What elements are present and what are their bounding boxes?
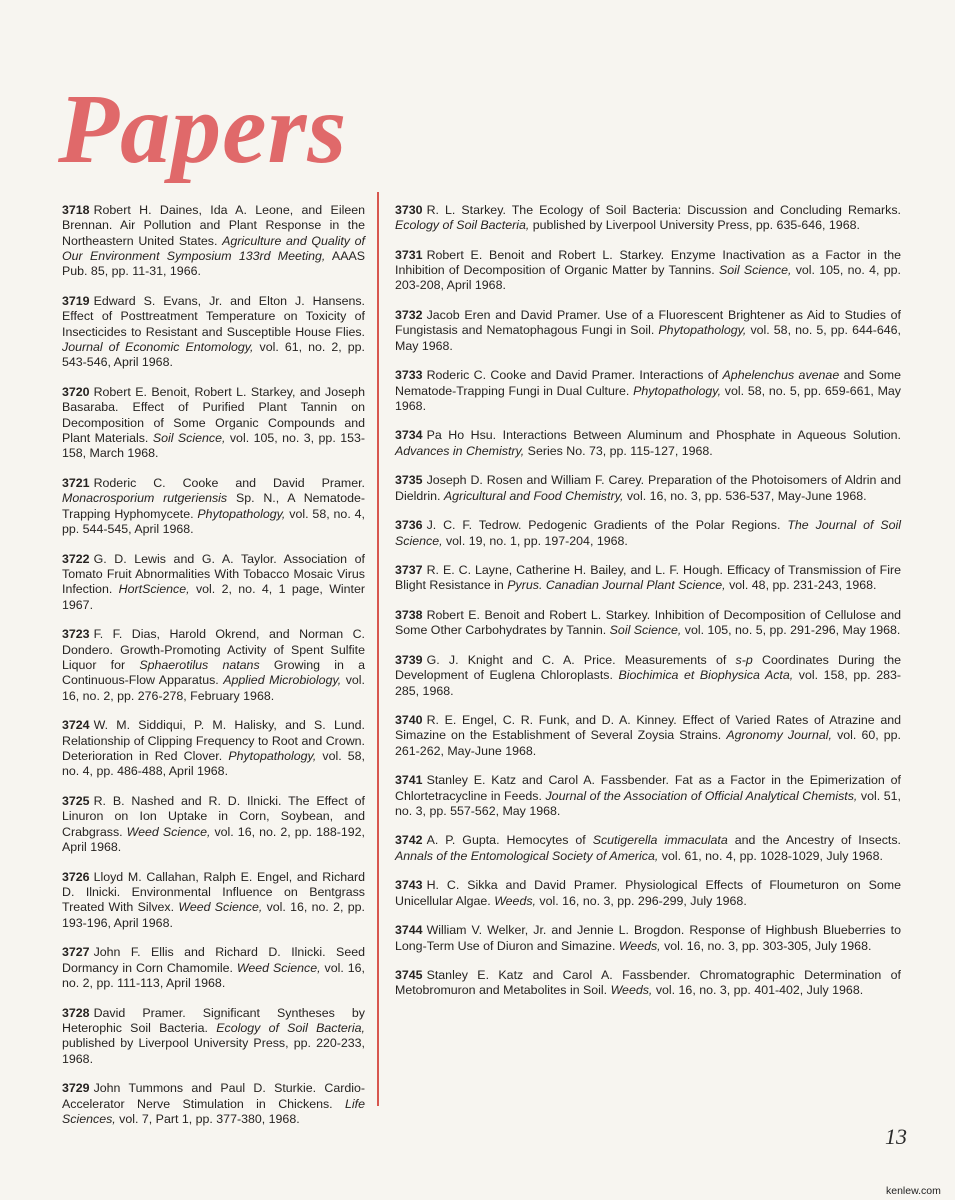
citation-text: Series No. 73, pp. 115-127, 1968. bbox=[524, 443, 713, 458]
citation-publication: Phytopathology, bbox=[633, 383, 722, 398]
citation-number: 3744 bbox=[395, 923, 423, 938]
right-column bbox=[395, 203, 901, 1013]
citation-publication: Weeds, bbox=[494, 893, 536, 908]
left-column bbox=[62, 203, 365, 1142]
citation-text: Robert E. Benoit, Robert L. Starkey, and Joseph Basaraba. Effect of Purified Plant Tannin on Decomposition of Some Organic Compounds and Plant Materials. bbox=[62, 384, 365, 445]
citation-text: Robert E. Benoit and Robert L. Starkey. Inhibition of Decomposition of Cellulose and Some Other Carbohydrates by Tannin. bbox=[395, 608, 901, 638]
citation-number: 3721 bbox=[62, 475, 90, 490]
citation-text: Stanley E. Katz and Carol A. Fassbender. Fat as a Factor in the Epimerization of Chlortetracycline in Feeds. bbox=[395, 773, 901, 803]
citation-number: 3727 bbox=[62, 945, 90, 960]
citation-publication: Phytopathology, bbox=[197, 506, 286, 521]
page-number: 13 bbox=[885, 1124, 907, 1149]
citation-publication: Agronomy Journal, bbox=[726, 728, 832, 743]
citation-number: 3742 bbox=[395, 833, 423, 848]
citation-text: vol. 105, no. 5, pp. 291-296, May 1968. bbox=[681, 623, 901, 638]
citation-publication: Applied Microbiology, bbox=[223, 673, 342, 688]
citation-text: R. E. Engel, C. R. Funk, and D. A. Kinney. Effect of Varied Rates of Atrazine and Simazine on the Establishment of Several Zoysia Strains. bbox=[395, 713, 901, 743]
citation-publication: Sphaerotilus natans bbox=[139, 657, 260, 672]
citation-text: G. J. Knight and C. A. Price. Measurements of bbox=[426, 652, 736, 667]
citation-entry bbox=[395, 308, 901, 354]
citation-text: Robert E. Benoit and Robert L. Starkey. Enzyme Inactivation as a Factor in the Inhibition of Decomposition of Organic Matter by Tannins. bbox=[395, 247, 901, 278]
citation-text: vol. 105, no. 4, pp. 203-208, April 1968. bbox=[395, 263, 901, 293]
citation-entry bbox=[62, 627, 365, 703]
citation-number: 3730 bbox=[395, 203, 423, 217]
citation-text: published by Liverpool University Press, pp. 220-233, 1968. bbox=[62, 1036, 365, 1066]
citation-text: vol. 16, no. 3, pp. 401-402, July 1968. bbox=[652, 983, 864, 998]
citation-entry bbox=[62, 552, 365, 613]
citation-text: Stanley E. Katz and Carol A. Fassbender. Chromatographic Determination of Metobromuron and Metabolites in Soil. bbox=[395, 968, 901, 998]
citation-entry bbox=[395, 713, 901, 759]
citation-number: 3739 bbox=[395, 652, 423, 667]
citation-entry bbox=[395, 368, 901, 414]
citation-text: G. D. Lewis and G. A. Taylor. Association of Tomato Fruit Abnormalities With Tobacco Mosaic Virus Infection. bbox=[62, 551, 365, 597]
citation-entry bbox=[395, 878, 901, 909]
citation-entry bbox=[395, 968, 901, 999]
citation-publication: s-p bbox=[735, 652, 753, 667]
citation-publication: HortScience, bbox=[118, 582, 190, 597]
citation-text: Lloyd M. Callahan, Ralph E. Engel, and Richard D. Ilnicki. Environmental Influence on Bentgrass Treated With Silvex. bbox=[62, 869, 365, 915]
citation-entry bbox=[62, 870, 365, 931]
citation-publication: Agriculture and Quality of Our Environment Symposium 133rd Meeting, bbox=[62, 233, 365, 263]
citation-publication: Annals of the Entomological Society of America, bbox=[395, 848, 659, 863]
citation-text: David Pramer. Significant Syntheses by Heterophic Soil Bacteria. bbox=[62, 1005, 365, 1036]
citation-text: and the Ancestry of Insects. bbox=[727, 833, 901, 848]
citation-entry bbox=[395, 248, 901, 294]
citation-text: published by Liverpool University Press, pp. 635-646, 1968. bbox=[529, 218, 860, 233]
citation-publication: Weed Science, bbox=[178, 900, 263, 915]
column-divider bbox=[377, 192, 379, 1106]
citation-publication: The Journal of Soil Science, bbox=[395, 518, 902, 548]
citation-text: vol. 16, no. 2, pp. 193-196, April 1968. bbox=[62, 900, 365, 930]
citation-text: R. E. C. Layne, Catherine H. Bailey, and L. F. Hough. Efficacy of Transmission of Fire Blight Resistance in bbox=[395, 563, 901, 593]
citation-entry bbox=[395, 773, 901, 819]
citation-number: 3725 bbox=[62, 794, 90, 808]
citation-text: F. F. Dias, Harold Okrend, and Norman C. Dondero. Growth-Promoting Activity of Spent Sulfite Liquor for bbox=[62, 627, 365, 672]
citation-text: Joseph D. Rosen and William F. Carey. Preparation of the Photoisomers of Aldrin and Dieldrin. bbox=[395, 473, 901, 503]
citation-text: vol. 58, no. 5, pp. 644-646, May 1968. bbox=[395, 323, 901, 353]
citation-number: 3741 bbox=[395, 773, 423, 788]
citation-text: vol. 105, no. 3, pp. 153-158, March 1968. bbox=[62, 430, 365, 461]
citation-text: Jacob Eren and David Pramer. Use of a Fluorescent Brightener as Aid to Studies of Fungistasis and Nematophagous Fungi in Soil. bbox=[395, 308, 901, 338]
citation-number: 3719 bbox=[62, 293, 90, 308]
citation-entry bbox=[395, 833, 901, 864]
citation-text: vol. 60, pp. 261-262, May-June 1968. bbox=[395, 728, 901, 758]
citation-text: Roderic C. Cooke and David Pramer. bbox=[93, 475, 365, 490]
citation-number: 3728 bbox=[62, 1005, 90, 1020]
citation-number: 3731 bbox=[395, 247, 423, 262]
citation-entry bbox=[395, 518, 901, 549]
citation-entry bbox=[395, 653, 901, 699]
citation-text: William V. Welker, Jr. and Jennie L. Brogdon. Response of Highbush Blueberries to Long-Term Use of Diuron and Simazine. bbox=[395, 923, 901, 953]
citation-number: 3718 bbox=[62, 203, 90, 217]
citation-text: vol. 16, no. 2, pp. 188-192, April 1968. bbox=[62, 824, 365, 854]
citation-number: 3733 bbox=[395, 368, 423, 383]
citation-text: Sp. N., A Nematode-Trapping Hyphomycete. bbox=[62, 491, 365, 521]
citation-number: 3722 bbox=[62, 551, 90, 566]
citation-text: vol. 58, no. 5, pp. 659-661, May 1968. bbox=[395, 383, 901, 413]
citation-publication: Weeds, bbox=[610, 983, 653, 998]
citation-entry bbox=[62, 945, 365, 991]
citation-text: H. C. Sikka and David Pramer. Physiological Effects of Floumeturon on Some Unicellular Algae. bbox=[395, 878, 901, 908]
citation-text: John Tummons and Paul D. Sturkie. Cardio-Accelerator Nerve Stimulation in Chickens. bbox=[62, 1081, 365, 1111]
citation-text: Pa Ho Hsu. Interactions Between Aluminum and Phosphate in Aqueous Solution. bbox=[426, 428, 901, 443]
citation-entry bbox=[62, 1006, 365, 1067]
citation-entry bbox=[395, 203, 901, 234]
citation-text: vol. 48, pp. 231-243, 1968. bbox=[725, 578, 877, 593]
citation-text: R. L. Starkey. The Ecology of Soil Bacteria: Discussion and Concluding Remarks. bbox=[426, 203, 901, 217]
citation-text: vol. 16, no. 2, pp. 276-278, February 1968. bbox=[62, 673, 365, 703]
citation-number: 3720 bbox=[62, 384, 90, 399]
citation-entry bbox=[62, 203, 365, 279]
citation-number: 3732 bbox=[395, 308, 423, 323]
citation-text: vol. 16, no. 3, pp. 536-537, May-June 1968. bbox=[623, 488, 867, 503]
citation-publication: Soil Science, bbox=[609, 623, 682, 638]
citation-number: 3743 bbox=[395, 878, 423, 893]
citation-publication: Aphelenchus avenae bbox=[722, 368, 840, 383]
citation-text: vol. 58, no. 4, pp. 544-545, April 1968. bbox=[62, 506, 365, 536]
citation-entry bbox=[395, 428, 901, 459]
citation-text: Growing in a Continuous-Flow Apparatus. bbox=[62, 657, 365, 688]
citation-publication: Advances in Chemistry, bbox=[395, 443, 525, 458]
citation-text: vol. 16, no. 3, pp. 303-305, July 1968. bbox=[660, 938, 872, 953]
citation-text: A. P. Gupta. Hemocytes of bbox=[426, 833, 593, 848]
citation-text: Coordinates During the Development of Euglena Chloroplasts. bbox=[395, 652, 901, 683]
citation-publication: Soil Science, bbox=[718, 263, 792, 278]
citation-entry bbox=[62, 385, 365, 461]
citation-publication: Scutigerella immaculata bbox=[592, 833, 728, 848]
citation-number: 3734 bbox=[395, 428, 423, 443]
citation-publication: Pyrus. bbox=[507, 578, 543, 593]
citation-text: vol. 16, no. 3, pp. 296-299, July 1968. bbox=[535, 893, 747, 908]
citation-number: 3735 bbox=[395, 473, 423, 488]
citation-entry bbox=[62, 794, 365, 855]
citation-text: vol. 61, no. 2, pp. 543-546, April 1968. bbox=[62, 339, 365, 370]
citation-entry bbox=[62, 294, 365, 370]
citation-text: vol. 158, pp. 283-285, 1968. bbox=[395, 668, 902, 698]
citation-entry bbox=[62, 476, 365, 537]
citation-number: 3745 bbox=[395, 968, 423, 983]
watermark: kenlew.com bbox=[886, 1185, 941, 1197]
citation-text: vol. 58, no. 4, pp. 486-488, April 1968. bbox=[62, 748, 365, 779]
citation-publication: Life Sciences, bbox=[62, 1096, 365, 1127]
citation-text: AAAS Pub. 85, pp. 11-31, 1966. bbox=[62, 248, 365, 279]
citation-text: vol. 7, Part 1, pp. 377-380, 1968. bbox=[115, 1112, 300, 1127]
citation-text: vol. 51, no. 3, pp. 557-562, May 1968. bbox=[395, 788, 901, 818]
citation-publication: Ecology of Soil Bacteria, bbox=[216, 1021, 365, 1036]
citation-number: 3723 bbox=[62, 627, 90, 642]
citation-text: R. B. Nashed and R. D. Ilnicki. The Effect of Linuron on Ion Uptake in Corn, Soybean, and Crabgrass. bbox=[62, 794, 365, 839]
citation-text: Roderic C. Cooke and David Pramer. Interactions of bbox=[426, 368, 723, 383]
citation-publication: Weeds, bbox=[618, 938, 661, 953]
citation-publication: Weed Science, bbox=[236, 960, 321, 975]
citation-publication: Phytopathology, bbox=[228, 748, 317, 763]
citation-number: 3740 bbox=[395, 713, 423, 728]
citation-number: 3726 bbox=[62, 869, 90, 884]
citation-entry bbox=[62, 718, 365, 779]
citation-text: and Some Nematode-Trapping Fungi in Dual Culture. bbox=[395, 368, 901, 398]
citation-publication: Soil Science, bbox=[152, 430, 226, 445]
citation-text: Edward S. Evans, Jr. and Elton J. Hansens. Effect of Posttreatment Temperature on Toxicity of Insecticides to Resistant and Susceptible House Flies. bbox=[62, 293, 365, 339]
citation-number: 3729 bbox=[62, 1081, 90, 1096]
citation-text: W. M. Siddiqui, P. M. Halisky, and S. Lund. Relationship of Clipping Frequency to Root and Crown. Deterioration in Red Clover. bbox=[62, 718, 365, 763]
citation-text: vol. 61, no. 4, pp. 1028-1029, July 1968. bbox=[658, 848, 883, 863]
citation-publication: Biochimica et Biophysica Acta, bbox=[618, 668, 794, 683]
citation-publication: Monacrosporium rutgeriensis bbox=[62, 491, 228, 506]
citation-text: Robert H. Daines, Ida A. Leone, and Eileen Brennan. Air Pollution and Plant Response in the Northeastern United States. bbox=[62, 203, 365, 248]
citation-text: vol. 16, no. 2, pp. 111-113, April 1968. bbox=[62, 960, 365, 990]
citation-publication: Agricultural and Food Chemistry, bbox=[443, 488, 624, 503]
citation-publication: Canadian Journal Plant Science, bbox=[545, 578, 726, 593]
citation-publication: Journal of the Association of Official Analytical Chemists, bbox=[545, 788, 858, 803]
citation-publication: Journal of Economic Entomology, bbox=[62, 339, 254, 354]
citation-text: vol. 2, no. 4, 1 page, Winter 1967. bbox=[62, 582, 366, 612]
citation-number: 3737 bbox=[395, 563, 423, 578]
citation-entry bbox=[395, 473, 901, 504]
citation-entry bbox=[395, 923, 901, 954]
citation-publication: Weed Science, bbox=[126, 824, 211, 839]
citation-text: John F. Ellis and Richard D. Ilnicki. Seed Dormancy in Corn Chamomile. bbox=[62, 945, 365, 975]
citation-text: J. C. F. Tedrow. Pedogenic Gradients of the Polar Regions. bbox=[426, 518, 788, 533]
citation-number: 3738 bbox=[395, 608, 423, 623]
citation-entry bbox=[395, 608, 901, 639]
page-title: Papers bbox=[58, 73, 348, 184]
citation-text: vol. 19, no. 1, pp. 197-204, 1968. bbox=[442, 533, 628, 548]
citation-publication: Phytopathology, bbox=[658, 323, 747, 338]
citation-number: 3736 bbox=[395, 518, 423, 533]
citation-number: 3724 bbox=[62, 718, 90, 733]
citation-publication: Ecology of Soil Bacteria, bbox=[395, 218, 530, 233]
citation-entry bbox=[62, 1081, 365, 1127]
citation-entry bbox=[395, 563, 901, 594]
